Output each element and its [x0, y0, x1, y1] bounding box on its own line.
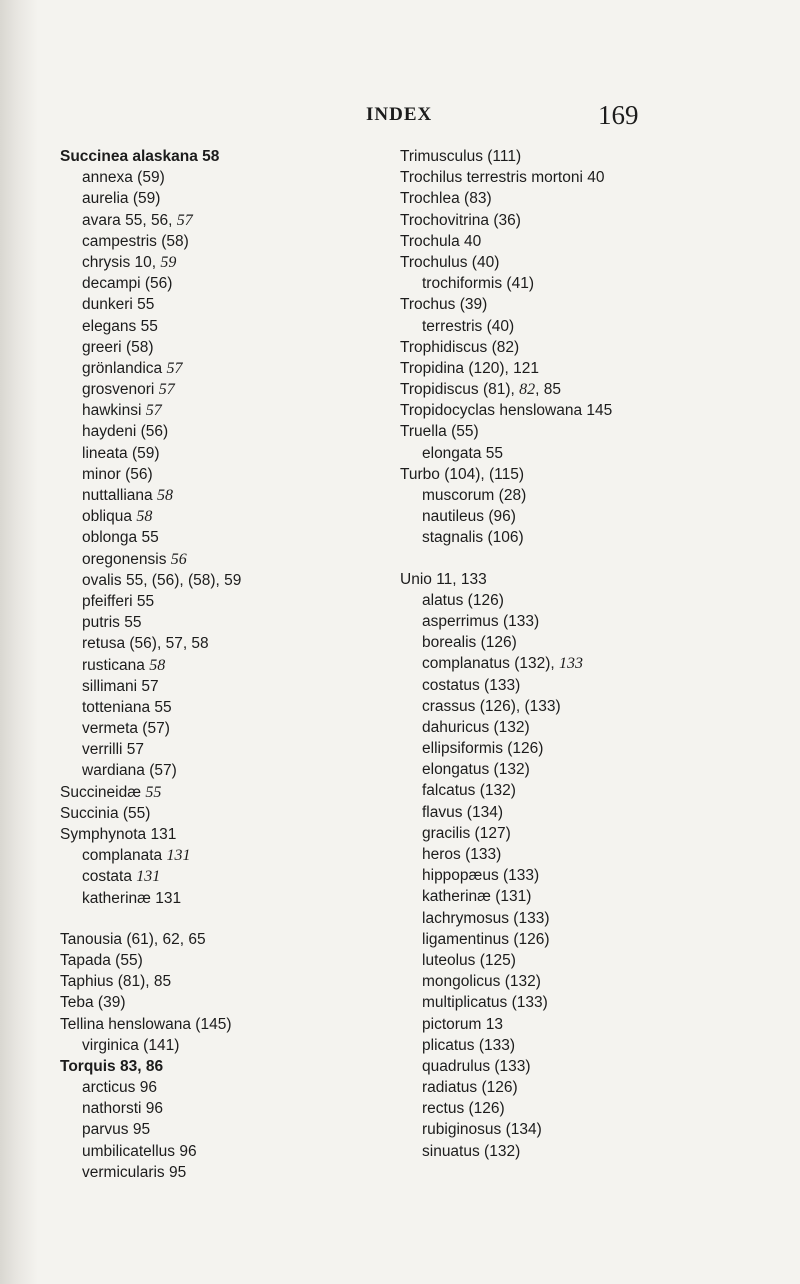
index-entry-pages: (133) — [498, 612, 540, 630]
index-entry-name: ovalis — [82, 571, 122, 589]
index-entry — [60, 676, 241, 697]
index-entry-name: Trochulus — [400, 253, 468, 271]
index-entry-name: Trochus — [400, 296, 456, 314]
index-entry-pages: (104), (115) — [439, 465, 525, 483]
index-entry-pages: (133) — [498, 867, 540, 885]
index-entry-name: Taphius — [60, 973, 114, 991]
index-entry-pages: (132) — [489, 718, 530, 736]
index-entry — [60, 443, 241, 464]
index-entry-name: Teba — [60, 994, 94, 1012]
index-entry-name: Turbo — [400, 465, 440, 483]
index-entry-pages: 55 — [145, 783, 162, 801]
index-entry — [400, 717, 612, 738]
index-entry — [60, 888, 241, 909]
index-entry-pages: 55 — [119, 614, 142, 632]
index-entry — [60, 803, 241, 824]
index-entry — [400, 379, 612, 400]
index-entry-name: gracilis — [422, 824, 471, 842]
index-entry-name: Torquis — [60, 1057, 116, 1075]
index-entry-pages: 96 — [141, 1100, 164, 1118]
index-entry-name: oblonga — [82, 529, 138, 547]
index-entry-name: trochiformis — [422, 275, 503, 293]
index-entry-pages: 55 — [132, 296, 155, 314]
index-entry-pages: (28) — [494, 487, 527, 504]
index-entry-name: grosvenori — [82, 381, 155, 399]
index-entry-pages: (141) — [138, 1036, 180, 1054]
index-entry — [400, 611, 612, 632]
index-entry-pages: (132) — [489, 761, 530, 779]
index-entry — [400, 865, 612, 886]
index-entry — [400, 653, 612, 674]
index-entry-name: falcatus — [422, 782, 476, 800]
index-entry-name: sillimani — [82, 677, 138, 695]
index-entry — [60, 316, 241, 337]
index-entry-name: Trochlea — [400, 190, 460, 208]
index-entry-pages: (133) — [509, 909, 550, 927]
index-entry-pages: 58 — [136, 508, 153, 526]
index-entry-pages: 55, 56, — [120, 211, 177, 229]
index-entry-pages: (134) — [501, 1121, 542, 1139]
index-entry-name: chrysis — [82, 253, 131, 271]
index-entry — [400, 992, 612, 1013]
index-entry-pages: 95 — [128, 1121, 151, 1139]
index-entry-name: complanatus — [422, 655, 510, 673]
index-entry-pages: (131) — [490, 888, 532, 906]
index-entry-name: katherinæ — [422, 888, 491, 906]
index-entry-name: Succineidæ — [60, 783, 141, 801]
index-entry-name: pictorum — [422, 1015, 482, 1033]
index-entry — [60, 506, 241, 527]
index-entry-pages: 57 — [145, 402, 162, 420]
index-entry-name: nathorsti — [82, 1100, 142, 1118]
index-entry-pages: (126) — [502, 740, 544, 758]
index-entry-name: rectus — [422, 1100, 465, 1118]
index-entry — [60, 1098, 241, 1119]
index-entry — [400, 146, 612, 167]
index-entry — [60, 252, 241, 273]
index-entry — [60, 1014, 241, 1035]
index-entry-name: muscorum — [422, 487, 495, 504]
index-entry — [60, 294, 241, 315]
index-entry-pages: (127) — [470, 824, 511, 842]
index-entry-pages: (133) — [507, 994, 548, 1012]
index-entry-name: terrestris — [422, 317, 483, 335]
index-entry-pages: (126) — [509, 930, 550, 948]
index-entry-pages: (55) — [446, 423, 479, 441]
index-entry-pages: 10, — [130, 253, 161, 271]
index-entry — [400, 1035, 612, 1056]
index-entry-pages: 131 — [150, 889, 182, 907]
index-entry-name: Tanousia — [60, 930, 123, 948]
index-entry-name: retusa — [82, 635, 126, 653]
index-entry — [60, 992, 241, 1013]
index-entry — [400, 337, 612, 358]
page-title: INDEX — [366, 104, 433, 125]
index-entry-name: Tapada — [60, 951, 111, 969]
index-entry — [60, 527, 241, 548]
index-entry-pages: 96 — [135, 1079, 157, 1097]
index-column-right — [400, 146, 612, 1162]
index-entry-pages: (132) — [475, 782, 516, 800]
index-entry — [60, 866, 241, 887]
index-entry-name: lachrymosus — [422, 909, 509, 927]
index-entry — [400, 823, 612, 844]
index-entry — [60, 929, 241, 950]
index-entry-name: Succinia — [60, 804, 119, 822]
index-entry — [60, 570, 241, 591]
index-entry-name: parvus — [82, 1121, 129, 1139]
index-entry — [400, 929, 612, 950]
index-entry-name: Trophidiscus — [400, 338, 488, 356]
index-entry-name: rubiginosus — [422, 1121, 502, 1139]
index-entry-name: Unio — [400, 570, 432, 588]
index-entry-name: hippopæus — [422, 867, 499, 885]
index-entry-pages: 58 — [197, 148, 220, 165]
index-entry-pages: (59) — [128, 190, 161, 208]
index-entry-name: dahuricus — [422, 718, 490, 736]
index-entry-name: Trochilus terrestris mortoni — [400, 169, 583, 187]
index-entry-pages: 95 — [164, 1163, 187, 1181]
index-entry — [60, 612, 241, 633]
index-entry-pages: (126) — [464, 1100, 505, 1118]
index-entry-pages: 58 — [156, 487, 173, 504]
index-entry-name: katherinæ — [82, 889, 151, 907]
index-entry-pages: (56) — [136, 423, 169, 441]
index-entry — [60, 1119, 241, 1140]
index-entry — [400, 844, 612, 865]
index-entry-pages: 83, 86 — [115, 1057, 164, 1075]
index-entry-name: putris — [82, 614, 120, 632]
index-entry-name: multiplicatus — [422, 994, 508, 1012]
index-entry-name: Symphynota — [60, 826, 147, 843]
index-column-left — [60, 146, 241, 1183]
index-entry — [400, 971, 612, 992]
index-entry-pages: 58 — [149, 656, 166, 674]
index-entry-name: luteolus — [422, 951, 476, 969]
index-entry-pages: , 85 — [535, 381, 562, 399]
index-entry-name: ellipsiformis — [422, 740, 503, 758]
index-entry-pages: 57 — [176, 211, 193, 229]
index-entry-pages: (55) — [110, 951, 143, 969]
index-entry — [400, 485, 612, 506]
index-entry-name: heros — [422, 846, 461, 863]
index-entry-pages: 57 — [158, 381, 175, 399]
index-entry-pages: (133) — [474, 1036, 516, 1054]
index-entry-pages: (57) — [138, 720, 170, 738]
index-entry-pages: 57 — [122, 741, 145, 759]
index-entry — [60, 1077, 241, 1098]
index-entry — [60, 591, 241, 612]
index-entry-pages: (132) — [500, 973, 541, 991]
index-entry-name: aurelia — [82, 190, 129, 208]
index-entry-pages: (132) — [479, 1142, 521, 1160]
index-entry-name: Succinea alaskana — [60, 148, 198, 165]
index-entry-pages: (57) — [144, 762, 177, 780]
index-entry-pages: 57 — [137, 677, 159, 695]
index-entry-pages: 55 — [132, 592, 155, 610]
index-entry-pages: (133) — [479, 676, 521, 694]
index-entry-name: lineata — [82, 444, 128, 462]
index-entry — [400, 1077, 612, 1098]
index-entry — [60, 464, 241, 485]
index-entry-pages: (40) — [467, 253, 500, 271]
index-entry — [400, 188, 612, 209]
index-entry-name: vermicularis — [82, 1163, 165, 1181]
index-entry-name: virginica — [82, 1036, 139, 1054]
index-entry — [60, 971, 241, 992]
index-entry-name: campestris — [82, 232, 157, 250]
index-entry — [400, 886, 612, 907]
index-entry-pages: (133) — [460, 846, 502, 863]
index-entry-pages: (58) — [121, 338, 154, 356]
index-entry-name: Tellina henslowana — [60, 1015, 191, 1033]
index-entry-name: pfeifferi — [82, 592, 133, 610]
index-entry — [400, 210, 612, 231]
index-entry-pages: (56), 57, 58 — [125, 635, 209, 653]
index-entry-pages: (61), 62, 65 — [122, 930, 206, 948]
page-binding-shadow — [0, 0, 38, 1284]
index-entry-name: Trimusculus — [400, 148, 483, 165]
index-entry-pages: 131 — [146, 826, 177, 843]
index-entry-name: decampi — [82, 275, 141, 293]
index-entry-pages: 55 — [137, 529, 159, 547]
index-entry-pages: (125) — [475, 951, 516, 969]
index-entry-pages: (40) — [482, 317, 515, 335]
index-entry — [400, 950, 612, 971]
index-entry — [60, 950, 241, 971]
index-entry-pages: (41) — [502, 275, 534, 293]
index-entry — [400, 1141, 612, 1162]
index-entry — [400, 294, 612, 315]
index-entry — [400, 908, 612, 929]
index-entry — [60, 400, 241, 421]
index-entry-pages: 145 — [582, 402, 613, 420]
index-entry — [400, 527, 612, 548]
index-entry-name: Tropidina — [400, 359, 465, 377]
index-entry-name: asperrimus — [422, 612, 499, 630]
index-entry-pages: 96 — [175, 1142, 197, 1160]
index-entry-pages: 40 — [582, 169, 605, 187]
index-entry-pages: (59) — [127, 444, 160, 462]
index-entry-pages: (59) — [132, 169, 165, 187]
index-entry — [400, 569, 612, 590]
index-entry-pages: (56) — [140, 275, 173, 293]
index-entry-pages: (134) — [462, 803, 503, 821]
index-entry-pages: 11, 133 — [431, 570, 487, 588]
page-number: 169 — [598, 100, 639, 130]
index-entry-pages: (126) — [477, 1079, 518, 1097]
index-entry-pages: (81), — [478, 381, 520, 399]
index-entry — [400, 400, 612, 421]
index-entry — [400, 273, 612, 294]
index-entry — [60, 760, 241, 781]
index-entry-name: borealis — [422, 634, 477, 652]
index-entry — [60, 655, 241, 676]
index-entry-pages: 13 — [481, 1015, 503, 1033]
index-entry — [60, 824, 241, 845]
index-entry — [400, 1119, 612, 1140]
index-entry — [60, 845, 241, 866]
index-entry-pages: 55, (56), (58), 59 — [121, 571, 242, 589]
index-entry — [400, 1098, 612, 1119]
index-entry-name: Trochula — [400, 232, 460, 250]
index-entry — [400, 632, 612, 653]
index-entry-name: Truella — [400, 423, 447, 441]
index-entry-name: minor — [82, 465, 121, 483]
index-entry-name: Tropidiscus — [400, 381, 479, 399]
index-entry-name: mongolicus — [422, 973, 501, 991]
index-entry-name: oregonensis — [82, 550, 167, 568]
index-entry-pages: (132), — [509, 655, 559, 673]
index-entry-name: complanata — [82, 847, 163, 865]
index-entry-pages: (111) — [482, 148, 522, 165]
index-entry-name: rusticana — [82, 656, 145, 674]
index-entry — [60, 358, 241, 379]
index-entry-pages: (55) — [118, 804, 151, 822]
index-entry — [60, 697, 241, 718]
index-entry-pages: (83) — [459, 190, 492, 208]
index-entry-name: hawkinsi — [82, 402, 142, 420]
index-entry — [400, 738, 612, 759]
index-entry-name: flavus — [422, 803, 463, 821]
index-entry-pages: (126), (133) — [475, 697, 561, 715]
index-entry — [60, 549, 241, 570]
index-entry-name: quadrulus — [422, 1057, 491, 1075]
index-entry-name: vermeta — [82, 720, 138, 738]
index-entry — [60, 1035, 241, 1056]
index-entry-pages: (82) — [487, 338, 520, 356]
index-entry-pages: 131 — [166, 847, 191, 865]
index-entry-pages: 133 — [559, 655, 583, 673]
index-entry — [400, 464, 612, 485]
index-entry-name: ligamentinus — [422, 930, 510, 948]
index-entry — [400, 696, 612, 717]
index-entry-pages: 59 — [160, 253, 177, 271]
index-entry — [400, 252, 612, 273]
index-entry — [60, 1162, 241, 1183]
index-entry-name: elegans — [82, 317, 137, 335]
index-entry-name: totteniana — [82, 698, 151, 716]
index-entry-pages: (96) — [484, 508, 516, 526]
index-entry-pages: (39) — [455, 296, 488, 314]
index-entry-pages: 56 — [170, 550, 187, 568]
index-entry-name: costata — [82, 868, 132, 886]
index-entry-pages: (126) — [476, 634, 517, 652]
index-entry-name: avara — [82, 211, 121, 229]
index-entry — [400, 802, 612, 823]
index-entry — [400, 675, 612, 696]
index-entry — [60, 485, 241, 506]
index-entry — [60, 739, 241, 760]
index-entry-pages: (39) — [93, 994, 126, 1012]
index-entry — [60, 782, 241, 803]
index-entry-name: costatus — [422, 676, 480, 694]
index-entry-pages: 57 — [166, 359, 183, 377]
index-entry — [60, 273, 241, 294]
index-entry-name: wardiana — [82, 762, 145, 780]
index-entry — [60, 188, 241, 209]
index-entry-pages: (133) — [490, 1057, 531, 1075]
index-entry-pages: 40 — [459, 232, 482, 250]
index-entry — [60, 421, 241, 442]
index-entry-pages: 131 — [136, 868, 161, 886]
index-entry-name: dunkeri — [82, 296, 133, 314]
index-entry — [400, 421, 612, 442]
index-entry — [60, 718, 241, 739]
index-entry — [400, 231, 612, 252]
index-entry-name: stagnalis — [422, 529, 484, 547]
index-entry-name: alatus — [422, 591, 464, 609]
index-entry-pages: (120), 121 — [464, 359, 540, 377]
index-entry-pages: (106) — [483, 529, 524, 547]
index-entry — [400, 316, 612, 337]
index-entry — [400, 358, 612, 379]
index-entry — [400, 506, 612, 527]
index-entry-name: elongatus — [422, 761, 490, 779]
index-entry — [60, 633, 241, 654]
index-entry-name: greeri — [82, 338, 122, 356]
index-entry — [400, 590, 612, 611]
index-entry-name: annexa — [82, 169, 133, 187]
index-entry-name: sinuatus — [422, 1142, 480, 1160]
index-entry — [60, 1056, 241, 1077]
index-entry — [400, 759, 612, 780]
index-entry — [60, 1141, 241, 1162]
index-entry — [60, 146, 241, 167]
index-entry-name: arcticus — [82, 1079, 136, 1097]
index-entry-name: crassus — [422, 697, 476, 715]
index-entry — [400, 1056, 612, 1077]
index-entry-pages: 55 — [136, 317, 158, 335]
index-entry — [400, 780, 612, 801]
index-entry-pages: (56) — [120, 465, 153, 483]
index-entry-name: plicatus — [422, 1036, 475, 1054]
index-entry-name: obliqua — [82, 508, 132, 526]
index-entry-name: Tropidocyclas henslowana — [400, 402, 583, 420]
index-entry — [60, 379, 241, 400]
index-entry-name: Trochovitrina — [400, 211, 490, 229]
index-entry-pages: (81), 85 — [113, 973, 172, 991]
index-entry — [400, 1014, 612, 1035]
index-entry-pages: (126) — [463, 591, 504, 609]
index-entry-name: haydeni — [82, 423, 137, 441]
index-entry-pages: (36) — [489, 211, 521, 229]
index-entry-name: nautileus — [422, 508, 485, 526]
index-entry-name: nuttalliana — [82, 487, 153, 504]
index-entry — [60, 210, 241, 231]
index-entry-name: umbilicatellus — [82, 1142, 176, 1160]
index-entry-pages: 82 — [519, 381, 536, 399]
index-entry-name: elongata — [422, 444, 482, 462]
index-entry-pages: (58) — [156, 232, 189, 250]
index-entry-pages: 55 — [150, 698, 172, 716]
index-entry-pages: 55 — [481, 444, 504, 462]
index-entry-name: verrilli — [82, 741, 123, 759]
index-entry-pages: (145) — [190, 1015, 232, 1033]
index-entry — [60, 167, 241, 188]
index-entry — [400, 167, 612, 188]
index-entry — [400, 443, 612, 464]
index-entry-name: radiatus — [422, 1079, 478, 1097]
index-entry — [60, 337, 241, 358]
index-entry-name: grönlandica — [82, 359, 163, 377]
index-entry — [60, 231, 241, 252]
